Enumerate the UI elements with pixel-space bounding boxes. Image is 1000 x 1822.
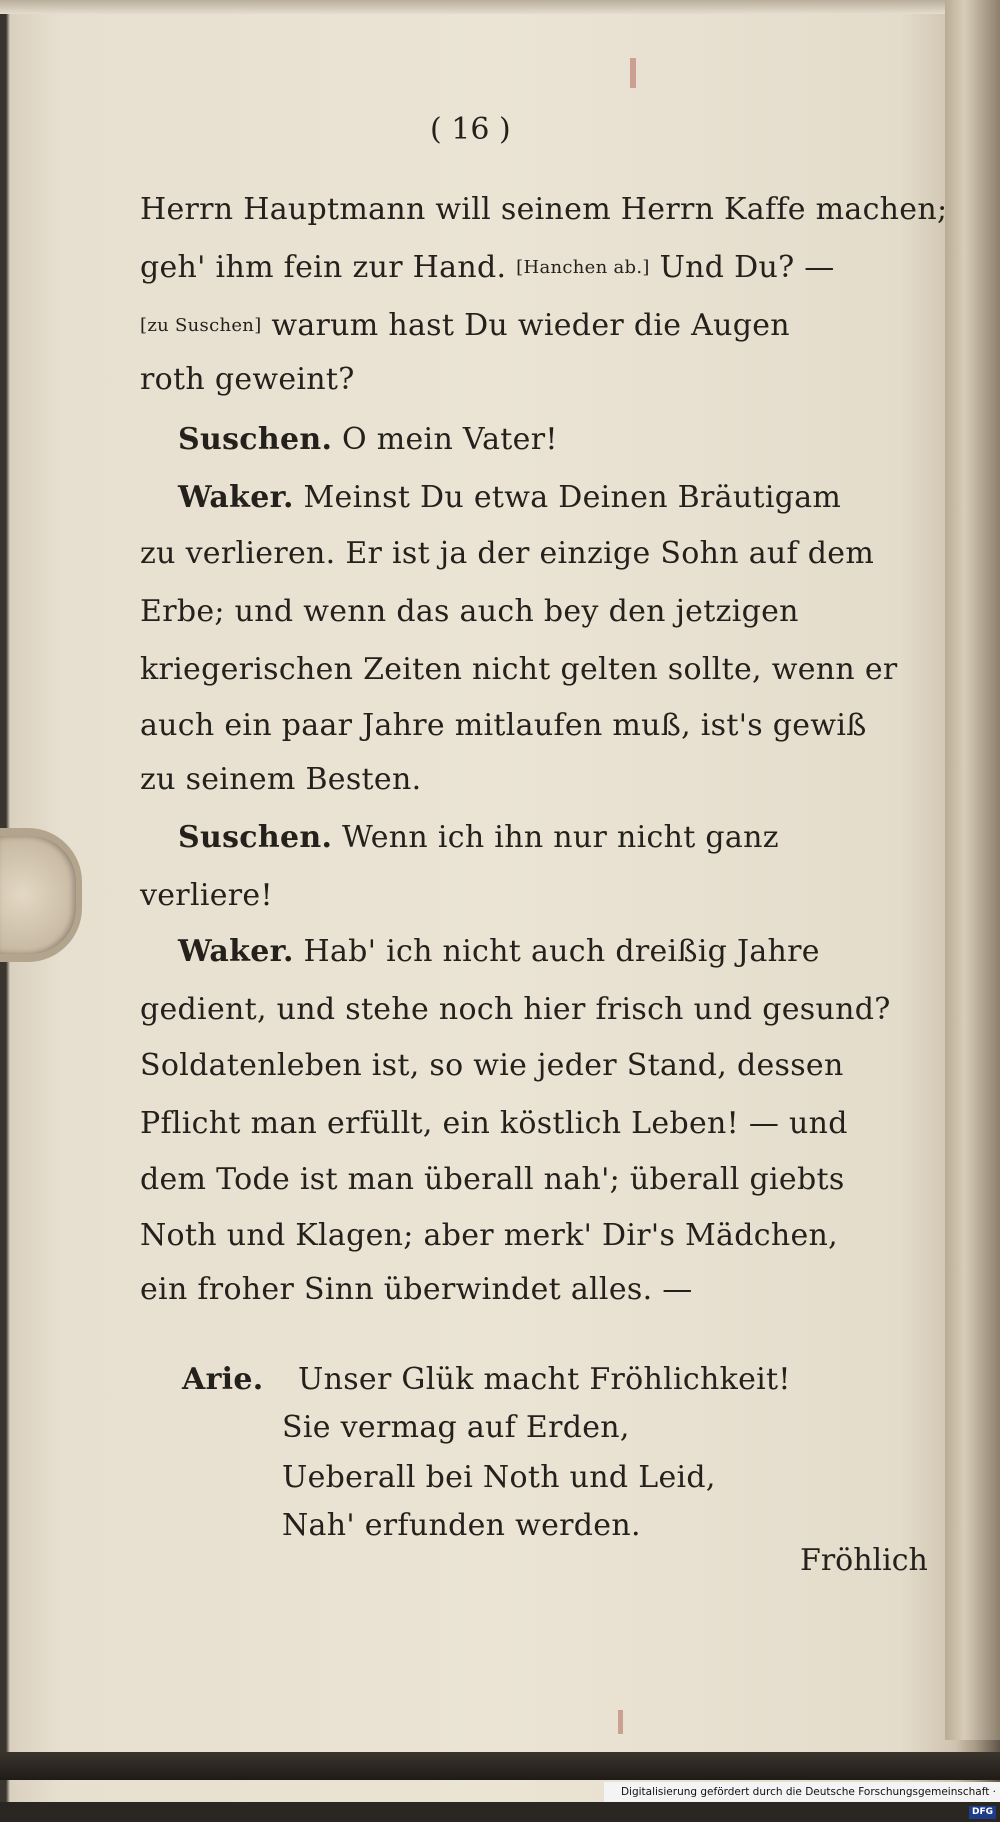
credit-text: Digitalisierung gefördert durch die Deutsche Forschungsgemeinschaft · <box>620 1786 996 1798</box>
text-line: Erbe; und wenn das auch bey den jetzigen <box>140 594 799 629</box>
text-line: Herrn Hauptmann will seinem Herrn Kaffe machen; <box>140 192 948 227</box>
dialogue-line: Suschen. O mein Vater! <box>178 422 558 457</box>
text-line: roth geweint? <box>140 362 355 397</box>
book-clasp <box>0 836 76 954</box>
speaker-name: Waker. <box>178 934 294 969</box>
text-line: ein froher Sinn überwindet alles. — <box>140 1272 693 1307</box>
text-line: Pflicht man erfüllt, ein köstlich Leben! — und <box>140 1106 848 1141</box>
text-line: auch ein paar Jahre mitlaufen muß, ist's gewiß <box>140 708 867 743</box>
catchword: Fröhlich <box>800 1543 928 1578</box>
stage-direction: [zu Suschen] <box>140 315 262 336</box>
aria-label: Arie. <box>182 1362 264 1397</box>
text-line: dem Tode ist man überall nah'; überall giebts <box>140 1162 845 1197</box>
ink-mark <box>618 1710 623 1734</box>
scanner-bottom-band <box>0 1752 1000 1780</box>
aria-line: Nah' erfunden werden. <box>282 1508 641 1543</box>
page-number: ( 16 ) <box>430 112 511 147</box>
dfg-logo: DFG <box>969 1806 996 1819</box>
speaker-name: Suschen. <box>178 820 333 855</box>
dialogue-line: Waker. Meinst Du etwa Deinen Bräutigam <box>178 480 842 515</box>
dialogue-line: Suschen. Wenn ich ihn nur nicht ganz <box>178 820 779 855</box>
text-line: [zu Suschen] warum hast Du wieder die Augen <box>140 308 790 343</box>
text-line: zu seinem Besten. <box>140 762 422 797</box>
page-side-edge <box>945 0 1000 1740</box>
speaker-name: Waker. <box>178 480 294 515</box>
speaker-name: Suschen. <box>178 422 333 457</box>
text-line: verliere! <box>140 878 273 913</box>
text-line: zu verlieren. Er ist ja der einzige Sohn auf dem <box>140 536 875 571</box>
page-top-edge <box>0 0 960 14</box>
aria-line: Ueberall bei Noth und Leid, <box>282 1460 716 1495</box>
text-line: gedient, und stehe noch hier frisch und gesund? <box>140 992 891 1027</box>
dialogue-line: Waker. Hab' ich nicht auch dreißig Jahre <box>178 934 820 969</box>
ink-mark <box>630 58 636 88</box>
text-line: Soldatenleben ist, so wie jeder Stand, dessen <box>140 1048 844 1083</box>
stage-direction: [Hanchen ab.] <box>516 257 650 278</box>
text-line: kriegerischen Zeiten nicht gelten sollte, wenn er <box>140 652 898 687</box>
text-line: geh' ihm fein zur Hand. [Hanchen ab.] Und Du? — <box>140 250 835 285</box>
text-line: Noth und Klagen; aber merk' Dir's Mädchen, <box>140 1218 838 1253</box>
aria-line: Unser Glük macht Fröhlichkeit! <box>298 1362 791 1397</box>
aria-line: Sie vermag auf Erden, <box>282 1410 630 1445</box>
digitization-credit <box>604 1782 1000 1817</box>
